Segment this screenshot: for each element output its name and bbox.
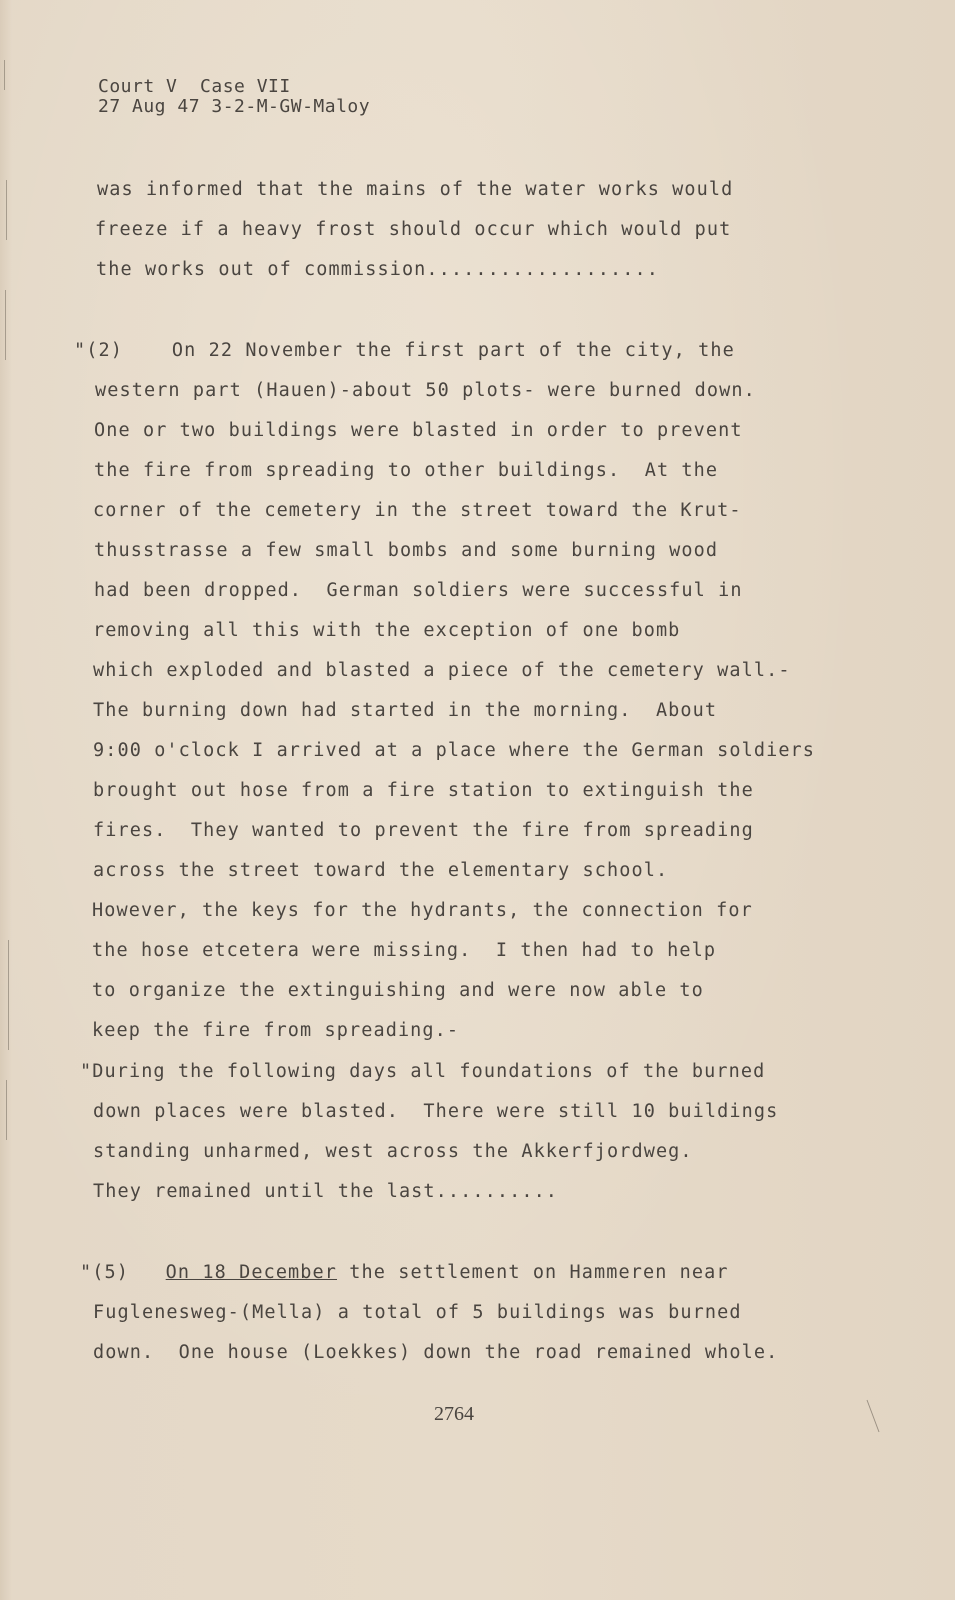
body-line: had been dropped. German soldiers were successful in [94, 580, 743, 601]
body-line-para5 [80, 1261, 729, 1285]
edge-mark [5, 290, 6, 360]
body-line: across the street toward the elementary school. [93, 860, 669, 881]
para5-rest: the settlement on Hammeren near [337, 1262, 729, 1283]
body-line: However, the keys for the hydrants, the connection for [92, 900, 753, 921]
body-line: One or two buildings were blasted in order to prevent [94, 420, 743, 441]
para5-prefix: "(5) [80, 1262, 166, 1283]
body-line: fires. They wanted to prevent the fire from spreading [93, 820, 754, 841]
body-line: thusstrasse a few small bombs and some burning wood [94, 540, 719, 561]
header-date-ref: 27 Aug 47 3-2-M-GW-Maloy [98, 96, 371, 117]
body-line: They remained until the last.......... [93, 1181, 559, 1202]
edge-mark [6, 180, 7, 240]
body-line: to organize the extinguishing and were now able to [92, 980, 704, 1001]
body-line: down. One house (Loekkes) down the road remained whole. [93, 1342, 779, 1363]
edge-mark [4, 60, 5, 90]
edge-mark [6, 1080, 7, 1140]
body-line: the fire from spreading to other buildings. At the [94, 460, 719, 481]
body-line: the works out of commission................... [96, 259, 659, 280]
body-line: "During the following days all foundations of the burned [80, 1061, 766, 1082]
body-line: "(2) On 22 November the first part of the city, the [74, 340, 735, 361]
body-line: down places were blasted. There were still 10 buildings [93, 1101, 779, 1122]
page-number: 2764 [434, 1403, 474, 1425]
document-header [98, 77, 370, 117]
body-line: removing all this with the exception of one bomb [93, 620, 681, 641]
body-line: freeze if a heavy frost should occur which would put [95, 219, 732, 240]
body-line: keep the fire from spreading.- [92, 1020, 460, 1041]
body-line: the hose etcetera were missing. I then had to help [92, 940, 717, 961]
body-line: Fuglenesweg-(Mella) a total of 5 buildings was burned [93, 1302, 742, 1323]
body-line: standing unharmed, west across the Akkerfjordweg. [93, 1141, 693, 1162]
body-line: which exploded and blasted a piece of the cemetery wall.- [93, 660, 791, 681]
body-line: brought out hose from a fire station to extinguish the [93, 780, 754, 801]
body-line: western part (Hauen)-about 50 plots- were burned down. [95, 380, 756, 401]
edge-mark [8, 940, 9, 1050]
body-line: 9:00 o'clock I arrived at a place where the German soldiers [93, 740, 816, 761]
body-line: The burning down had started in the morning. About [93, 700, 718, 721]
corner-scratch [865, 1398, 885, 1438]
body-line: was informed that the mains of the water works would [97, 179, 734, 200]
body-line: corner of the cemetery in the street toward the Krut- [93, 500, 742, 521]
para5-date-underlined: On 18 December [165, 1262, 338, 1283]
header-court-case: Court V Case VII [98, 76, 291, 97]
